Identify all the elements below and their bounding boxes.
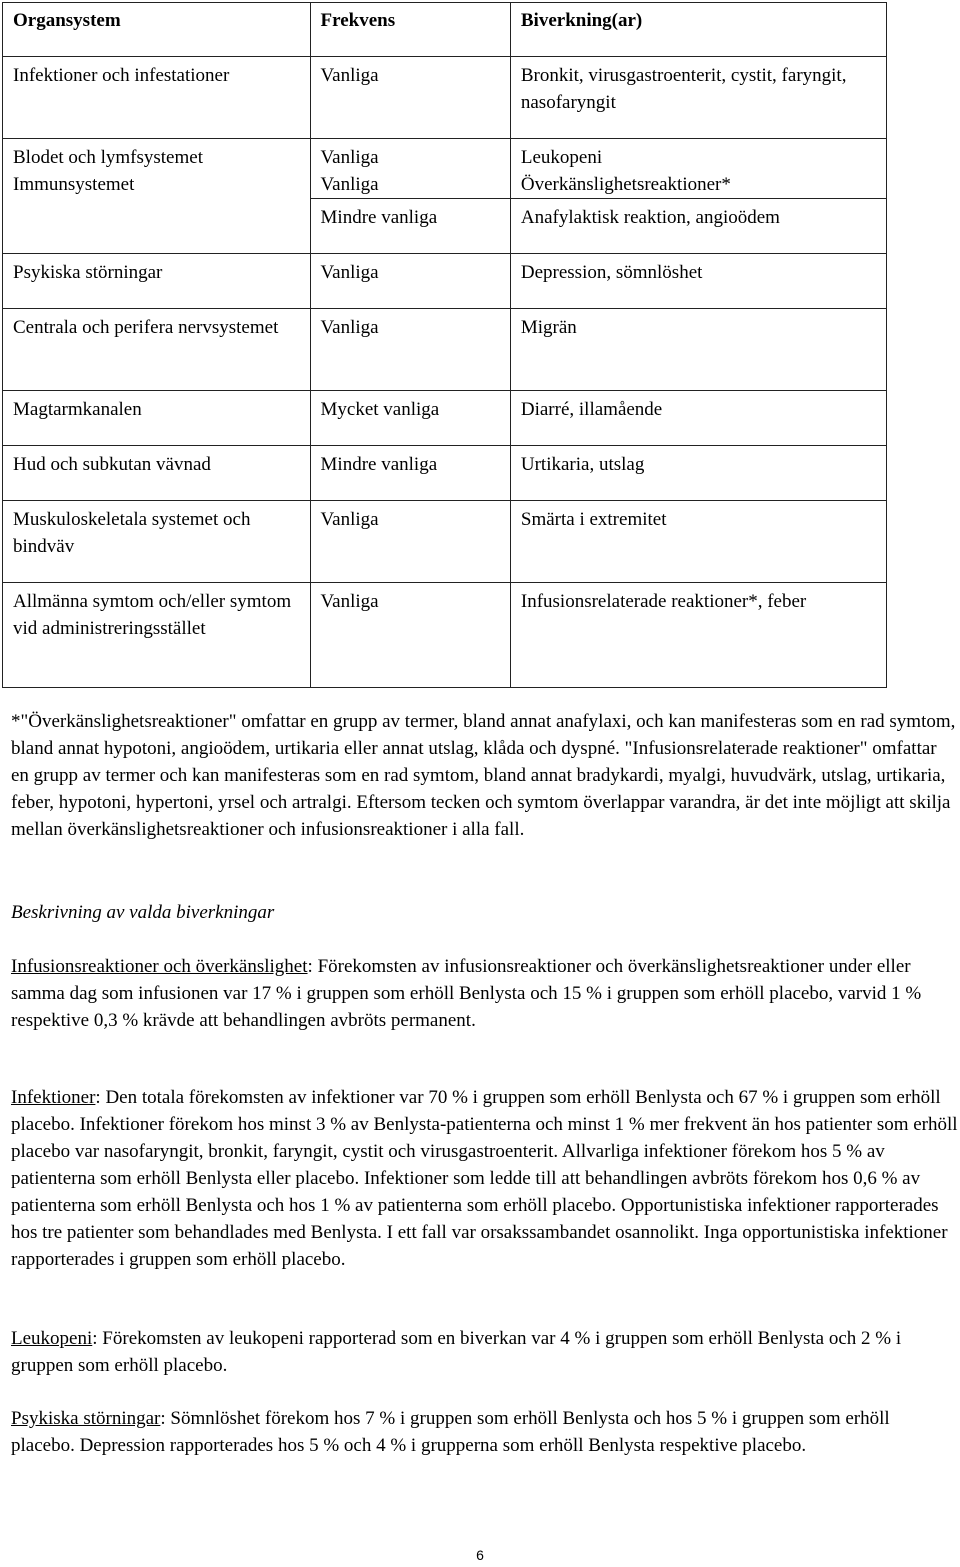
- frequency-cell: Vanliga: [310, 501, 510, 583]
- paragraph-text: Förekomsten av leukopeni rapporterad som en biverkan var 4 % i gruppen som erhöll Benlysta och 2 % i gruppen som erhöll placebo.: [11, 1328, 902, 1376]
- frequency-cell: Mindre vanliga: [310, 446, 510, 501]
- paragraph-term: Infektioner: [11, 1087, 96, 1108]
- header-organ-system: Organsystem: [3, 3, 311, 57]
- reaction-cell: Överkänslighetsreaktioner*: [510, 171, 886, 199]
- reaction-cell: Migrän: [510, 309, 886, 391]
- frequency-cell: Vanliga: [310, 583, 510, 688]
- header-frequency: Frekvens: [310, 3, 510, 57]
- paragraph-term-separator: :: [95, 1087, 101, 1108]
- paragraph-term: Infusionsreaktioner och överkänslighet: [11, 956, 308, 977]
- table-row: [3, 139, 887, 172]
- table-row: [3, 391, 887, 446]
- reaction-cell: Anafylaktisk reaktion, angioödem: [510, 199, 886, 254]
- table-row: [3, 309, 887, 391]
- paragraph-infusion-reactions: [11, 953, 958, 1034]
- header-adverse-reactions: Biverkning(ar): [510, 3, 886, 57]
- paragraph-text: Förekomsten av infusionsreaktioner och överkänslighetsreaktioner under eller samma dag som infusionen var 17 % i gruppen som erhöll Benlysta och 15 % i gruppen som erhöll placebo, varvid 1 % respektive 0,3 % krävde att behandlingen avbröts permanent.: [11, 956, 922, 1031]
- table-header-row: [3, 3, 887, 57]
- organ-cell: Psykiska störningar: [3, 254, 311, 309]
- paragraph-term-separator: :: [307, 956, 313, 977]
- table-row: [3, 254, 887, 309]
- reaction-cell: Infusionsrelaterade reaktioner*, feber: [510, 583, 886, 688]
- organ-cell: Centrala och perifera nervsystemet: [3, 309, 311, 391]
- reaction-cell: Diarré, illamående: [510, 391, 886, 446]
- paragraph-text: Sömnlöshet förekom hos 7 % i gruppen som erhöll Benlysta och hos 5 % i gruppen som erhöll placebo. Depression rapporterades hos 5 % och 4 % i grupperna som erhöll Benlysta respektive placebo.: [11, 1408, 890, 1456]
- table-row: [3, 171, 887, 199]
- paragraph-term-separator: :: [92, 1328, 98, 1349]
- table-footnote: *"Överkänslighetsreaktioner" omfattar en grupp av termer, bland annat anafylaxi, och kan manifesteras som en rad symtom, bland annat hypotoni, angioödem, urtikaria eller annat utslag, klåda och dyspné. "Infusionsrelaterade reaktioner" omfattar en grupp av termer och kan manifesteras som en rad symtom, bland annat bradykardi, myalgi, huvudvärk, utslag, urtikaria, feber, hypotoni, hypertoni, yrsel och artralgi. Eftersom tecken och symtom överlappar varandra, är det inte möjligt att skilja mellan överkänslighetsreaktioner och infusionsreaktioner i alla fall.: [11, 711, 956, 840]
- organ-cell: Muskuloskeletala systemet och bindväv: [3, 501, 311, 583]
- paragraph-term-separator: :: [160, 1408, 166, 1429]
- table-row: [3, 446, 887, 501]
- frequency-cell: Mycket vanliga: [310, 391, 510, 446]
- paragraph-term: Psykiska störningar: [11, 1408, 161, 1429]
- paragraph-term: Leukopeni: [11, 1328, 93, 1349]
- reaction-cell: Depression, sömnlöshet: [510, 254, 886, 309]
- reaction-cell: Bronkit, virusgastroenterit, cystit, faryngit, nasofaryngit: [510, 57, 886, 139]
- organ-cell: Infektioner och infestationer: [3, 57, 311, 139]
- frequency-cell: Vanliga: [310, 254, 510, 309]
- organ-cell: Immunsystemet: [3, 171, 311, 254]
- page-number: 6: [476, 1547, 484, 1563]
- table-row: [3, 501, 887, 583]
- organ-cell: Blodet och lymfsystemet: [3, 139, 311, 172]
- table-row: [3, 583, 887, 688]
- organ-cell: Allmänna symtom och/eller symtom vid administreringsstället: [3, 583, 311, 688]
- frequency-cell: Mindre vanliga: [310, 199, 510, 254]
- frequency-cell: Vanliga: [310, 309, 510, 391]
- paragraph-text: Den totala förekomsten av infektioner var 70 % i gruppen som erhöll Benlysta och 67 % i gruppen som erhöll placebo. Infektioner förekom hos minst 3 % av Benlysta-patienterna och minst 1 % mer frekvent än hos patienter som erhöll placebo var nasofaryngit, bronkit, faryngit, cystit och virusgastroenterit. Allvarliga infektioner förekom hos 5 % av patienterna som erhöll Benlysta eller placebo. Infektioner som ledde till att behandlingen avbröts förekom hos 0,6 % av patienterna som erhöll Benlysta och hos 1 % av patienterna som erhöll placebo. Opportunistiska infektioner rapporterades hos tre patienter som behandlades med Benlysta. I ett fall var orsakssambandet osannolikt. Inga opportunistiska infektioner rapporterades i gruppen som erhöll placebo.: [11, 1087, 958, 1270]
- section-heading: Beskrivning av valda biverkningar: [11, 902, 275, 923]
- paragraph-psychiatric: [11, 1405, 958, 1459]
- frequency-cell: Vanliga: [310, 171, 510, 199]
- frequency-cell: Vanliga: [310, 57, 510, 139]
- organ-cell: Hud och subkutan vävnad: [3, 446, 311, 501]
- reaction-cell: Leukopeni: [510, 139, 886, 172]
- table-row: [3, 57, 887, 139]
- frequency-cell: Vanliga: [310, 139, 510, 172]
- reaction-cell: Smärta i extremitet: [510, 501, 886, 583]
- reaction-cell: Urtikaria, utslag: [510, 446, 886, 501]
- paragraph-infections: [11, 1084, 958, 1273]
- organ-cell: Magtarmkanalen: [3, 391, 311, 446]
- paragraph-leukopenia: [11, 1325, 958, 1379]
- adverse-reactions-table: [2, 2, 887, 688]
